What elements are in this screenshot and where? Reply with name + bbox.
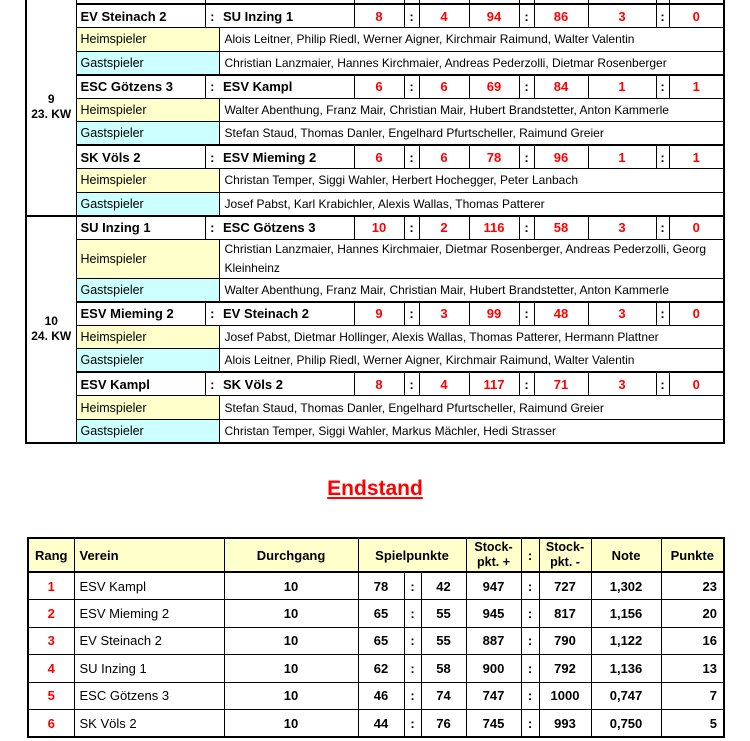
match-row — [26, 372, 724, 396]
note: 1,302 — [591, 572, 661, 600]
score-colon: : — [404, 372, 419, 396]
score-colon: : — [404, 145, 419, 169]
score-colon: : — [519, 216, 534, 240]
stockpunkte-home: 94 — [469, 4, 519, 28]
stockpunkte-minus: 790 — [539, 627, 591, 655]
standings-row — [28, 682, 724, 710]
punkte-guest: 1 — [669, 145, 724, 169]
heimspieler-label: Heimspieler — [76, 98, 219, 122]
punkte-guest: 0 — [669, 302, 724, 326]
spielpunkte-home: 6 — [354, 75, 404, 99]
home-players: Alois Leitner, Philip Riedl, Werner Aigner, Kirchmair Raimund, Walter Valentin — [219, 28, 724, 52]
round-label-cell — [26, 0, 76, 216]
standings-row — [28, 710, 724, 738]
score-colon: : — [656, 216, 669, 240]
punkte-home: 1 — [588, 145, 656, 169]
rank: 1 — [28, 572, 74, 600]
stockpunkte-guest: 71 — [534, 372, 588, 396]
home-team: EV Steinach 2 — [76, 4, 205, 28]
stockpunkte-guest: 86 — [534, 4, 588, 28]
rank: 5 — [28, 682, 74, 710]
team-colon: : — [205, 302, 219, 326]
colon: : — [521, 572, 539, 600]
home-players: Christan Temper, Siggi Wahler, Herbert Hochegger, Peter Lanbach — [219, 169, 724, 193]
stockpunkte-home: 78 — [469, 145, 519, 169]
header-stockpunkte-minus — [539, 538, 591, 572]
round-number: 10 — [44, 313, 58, 328]
spielpunkte-guest: 3 — [419, 302, 469, 326]
score-colon: : — [404, 75, 419, 99]
score-colon: : — [519, 372, 534, 396]
home-team: SU Inzing 1 — [76, 216, 205, 240]
rank: 3 — [28, 627, 74, 655]
punkte-home: 1 — [588, 75, 656, 99]
guest-team: ESC Götzens 3 — [219, 216, 354, 240]
punkte: 16 — [661, 627, 724, 655]
match-row — [26, 75, 724, 99]
stockpunkte-guest: 84 — [534, 75, 588, 99]
score-colon: : — [519, 75, 534, 99]
note: 0,750 — [591, 710, 661, 738]
score-colon: : — [404, 216, 419, 240]
stockpunkte-home: 69 — [469, 75, 519, 99]
guest-players-row — [26, 122, 724, 146]
durchgang: 10 — [224, 627, 358, 655]
colon: : — [521, 600, 539, 628]
spielpunkte-plus: 65 — [358, 627, 404, 655]
stockpunkte-minus: 993 — [539, 710, 591, 738]
standings-row — [28, 627, 724, 655]
home-players-row — [26, 98, 724, 122]
guest-players-row — [26, 51, 724, 75]
colon: : — [404, 710, 421, 738]
stockpunkte-minus: 1000 — [539, 682, 591, 710]
club-name: ESC Götzens 3 — [74, 682, 224, 710]
spielpunkte-home: 8 — [354, 4, 404, 28]
punkte: 7 — [661, 682, 724, 710]
durchgang: 10 — [224, 710, 358, 738]
spielpunkte-home: 10 — [354, 216, 404, 240]
gastspieler-label: Gastspieler — [76, 51, 219, 75]
header-stock-plus-line1: Stock- — [474, 540, 513, 554]
spielpunkte-minus: 55 — [421, 627, 466, 655]
header-stockpunkte-plus — [466, 538, 521, 572]
spielpunkte-home: 9 — [354, 302, 404, 326]
punkte-guest: 1 — [669, 75, 724, 99]
stockpunkte-minus: 727 — [539, 572, 591, 600]
score-colon: : — [519, 145, 534, 169]
header-stock-plus-line2: pkt. + — [477, 555, 511, 569]
punkte-guest: 0 — [669, 4, 724, 28]
home-team: ESV Mieming 2 — [76, 302, 205, 326]
punkte-guest: 0 — [669, 372, 724, 396]
final-standings-table — [27, 537, 725, 738]
header-rang: Rang — [28, 538, 74, 572]
gastspieler-label: Gastspieler — [76, 419, 219, 443]
round-number: 9 — [47, 91, 55, 106]
endstand-title: Endstand — [327, 477, 423, 500]
guest-team: SU Inzing 1 — [219, 4, 354, 28]
gastspieler-label: Gastspieler — [76, 349, 219, 373]
colon: : — [404, 572, 421, 600]
punkte: 13 — [661, 655, 724, 683]
guest-team: ESV Kampl — [219, 75, 354, 99]
heimspieler-label: Heimspieler — [76, 239, 219, 278]
stockpunkte-minus: 817 — [539, 600, 591, 628]
spielpunkte-plus: 78 — [358, 572, 404, 600]
header-verein: Verein — [74, 538, 224, 572]
guest-players: Christian Lanzmaier, Hannes Kirchmaier, Andreas Pederzolli, Dietmar Rosenberger — [219, 51, 724, 75]
score-colon: : — [656, 75, 669, 99]
home-players-row — [26, 325, 724, 349]
heimspieler-label: Heimspieler — [76, 169, 219, 193]
header-punkte: Punkte — [661, 538, 724, 572]
punkte: 5 — [661, 710, 724, 738]
gastspieler-label: Gastspieler — [76, 192, 219, 216]
home-players-row — [26, 239, 724, 278]
note: 0,747 — [591, 682, 661, 710]
standings-row — [28, 655, 724, 683]
punkte-home: 3 — [588, 4, 656, 28]
header-colon: : — [521, 538, 539, 572]
guest-players: Josef Pabst, Karl Krabichler, Alexis Wallas, Thomas Patterer — [219, 192, 724, 216]
guest-team: SK Völs 2 — [219, 372, 354, 396]
spielpunkte-minus: 42 — [421, 572, 466, 600]
score-colon: : — [656, 372, 669, 396]
colon: : — [521, 655, 539, 683]
home-players: Walter Abenthung, Franz Mair, Christian Mair, Hubert Brandstetter, Anton Kammerle — [219, 98, 724, 122]
spielpunkte-plus: 44 — [358, 710, 404, 738]
punkte: 23 — [661, 572, 724, 600]
team-colon: : — [205, 145, 219, 169]
stockpunkte-guest: 58 — [534, 216, 588, 240]
stockpunkte-guest: 96 — [534, 145, 588, 169]
spielpunkte-guest: 6 — [419, 75, 469, 99]
stockpunkte-guest: 48 — [534, 302, 588, 326]
spielpunkte-home: 6 — [354, 145, 404, 169]
team-colon: : — [205, 372, 219, 396]
stockpunkte-plus: 945 — [466, 600, 521, 628]
score-colon: : — [519, 302, 534, 326]
header-durchgang: Durchgang — [224, 538, 358, 572]
spielpunkte-guest: 2 — [419, 216, 469, 240]
gastspieler-label: Gastspieler — [76, 278, 219, 302]
colon: : — [404, 600, 421, 628]
home-players: Stefan Staud, Thomas Danler, Engelhard Pfurtscheller, Raimund Greier — [219, 396, 724, 420]
guest-players: Christan Temper, Siggi Wahler, Markus Mächler, Hedi Strasser — [219, 419, 724, 443]
guest-team: ESV Mieming 2 — [219, 145, 354, 169]
home-team: ESV Kampl — [76, 372, 205, 396]
score-colon: : — [519, 4, 534, 28]
colon: : — [521, 627, 539, 655]
home-players: Josef Pabst, Dietmar Hollinger, Alexis Wallas, Thomas Patterer, Hermann Plattner — [219, 325, 724, 349]
match-row — [26, 145, 724, 169]
spielpunkte-minus: 55 — [421, 600, 466, 628]
colon: : — [404, 627, 421, 655]
spielpunkte-home: 8 — [354, 372, 404, 396]
durchgang: 10 — [224, 682, 358, 710]
punkte-home: 3 — [588, 302, 656, 326]
stockpunkte-plus: 747 — [466, 682, 521, 710]
team-colon: : — [205, 75, 219, 99]
header-stock-minus-line1: Stock- — [545, 540, 585, 554]
round-week: 23. KW — [31, 107, 72, 122]
note: 1,122 — [591, 627, 661, 655]
standings-row — [28, 600, 724, 628]
colon: : — [521, 710, 539, 738]
home-players: Christian Lanzmaier, Hannes Kirchmaier, Dietmar Rosenberger, Andreas Pederzolli, Georg Kleinheinz — [219, 239, 724, 278]
match-row — [26, 4, 724, 28]
guest-team: EV Steinach 2 — [219, 302, 354, 326]
heimspieler-label: Heimspieler — [76, 28, 219, 52]
spielpunkte-plus: 62 — [358, 655, 404, 683]
match-results-table — [25, 0, 725, 444]
club-name: ESV Kampl — [74, 572, 224, 600]
match-row — [26, 216, 724, 240]
guest-players: Walter Abenthung, Franz Mair, Christian Mair, Hubert Brandstetter, Anton Kammerle — [219, 278, 724, 302]
club-name: EV Steinach 2 — [74, 627, 224, 655]
home-players-row — [26, 396, 724, 420]
colon: : — [404, 655, 421, 683]
guest-players-row — [26, 419, 724, 443]
stockpunkte-plus: 887 — [466, 627, 521, 655]
spielpunkte-minus: 76 — [421, 710, 466, 738]
stockpunkte-plus: 900 — [466, 655, 521, 683]
guest-players: Stefan Staud, Thomas Danler, Engelhard Pfurtscheller, Raimund Greier — [219, 122, 724, 146]
spielpunkte-guest: 4 — [419, 372, 469, 396]
stockpunkte-plus: 947 — [466, 572, 521, 600]
home-players-row — [26, 28, 724, 52]
rank: 4 — [28, 655, 74, 683]
rank: 6 — [28, 710, 74, 738]
team-colon: : — [205, 216, 219, 240]
stockpunkte-minus: 792 — [539, 655, 591, 683]
score-colon: : — [404, 302, 419, 326]
score-colon: : — [656, 302, 669, 326]
punkte-home: 3 — [588, 216, 656, 240]
punkte-guest: 0 — [669, 216, 724, 240]
header-spielpunkte: Spielpunkte — [358, 538, 466, 572]
home-team: SK Völs 2 — [76, 145, 205, 169]
stockpunkte-home: 99 — [469, 302, 519, 326]
club-name: ESV Mieming 2 — [74, 600, 224, 628]
spielpunkte-guest: 4 — [419, 4, 469, 28]
durchgang: 10 — [224, 600, 358, 628]
durchgang: 10 — [224, 572, 358, 600]
guest-players-row — [26, 278, 724, 302]
header-stock-minus-line2: pkt. - — [550, 555, 580, 569]
round-week: 24. KW — [31, 329, 72, 344]
club-name: SU Inzing 1 — [74, 655, 224, 683]
guest-players: Alois Leitner, Philip Riedl, Werner Aigner, Kirchmair Raimund, Walter Valentin — [219, 349, 724, 373]
colon: : — [521, 682, 539, 710]
heimspieler-label: Heimspieler — [76, 325, 219, 349]
punkte: 20 — [661, 600, 724, 628]
gastspieler-label: Gastspieler — [76, 122, 219, 146]
durchgang: 10 — [224, 655, 358, 683]
standings-row — [28, 572, 724, 600]
punkte-home: 3 — [588, 372, 656, 396]
round-label-cell — [26, 216, 76, 443]
note: 1,136 — [591, 655, 661, 683]
spielpunkte-plus: 65 — [358, 600, 404, 628]
stockpunkte-home: 117 — [469, 372, 519, 396]
spielpunkte-minus: 74 — [421, 682, 466, 710]
spielpunkte-minus: 58 — [421, 655, 466, 683]
score-colon: : — [656, 4, 669, 28]
home-players-row — [26, 169, 724, 193]
stockpunkte-plus: 745 — [466, 710, 521, 738]
heimspieler-label: Heimspieler — [76, 396, 219, 420]
spielpunkte-plus: 46 — [358, 682, 404, 710]
rank: 2 — [28, 600, 74, 628]
club-name: SK Völs 2 — [74, 710, 224, 738]
match-row — [26, 302, 724, 326]
score-colon: : — [404, 4, 419, 28]
colon: : — [404, 682, 421, 710]
home-team: ESC Götzens 3 — [76, 75, 205, 99]
team-colon: : — [205, 4, 219, 28]
guest-players-row — [26, 192, 724, 216]
spielpunkte-guest: 6 — [419, 145, 469, 169]
guest-players-row — [26, 349, 724, 373]
standings-header-row — [28, 538, 724, 572]
stockpunkte-home: 116 — [469, 216, 519, 240]
note: 1,156 — [591, 600, 661, 628]
score-colon: : — [656, 145, 669, 169]
header-note: Note — [591, 538, 661, 572]
